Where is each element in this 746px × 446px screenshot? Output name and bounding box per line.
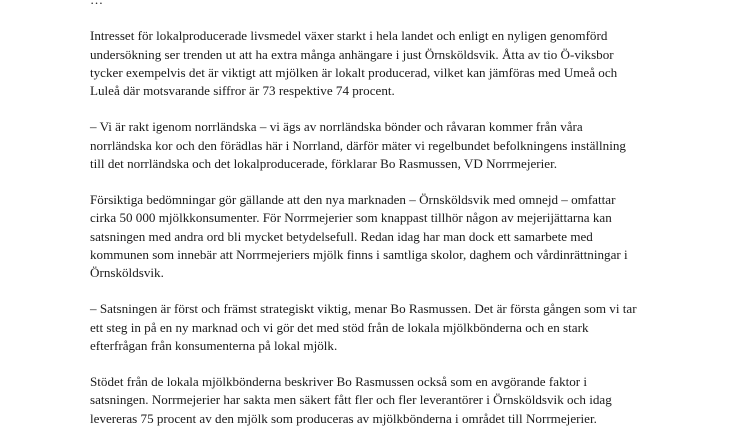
paragraph-1: Intresset för lokalproducerade livsmedel växer starkt i hela landet och enligt en nyligen genomförd undersökning ser trenden ut att ha extra många anhängare i just Örnsköldsvik. Åtta av tio Ö-viksbor tycker exempelvis det är viktigt att mjölken är lokalt producerad, vilket kan jämföras med Umeå och Luleå där motsvarande siffror är 73 respektive 74 procent. bbox=[90, 28, 618, 98]
paragraph-5: Stödet från de lokala mjölkbönderna beskriver Bo Rasmussen också som en avgörande faktor i satsningen. Norrmejerier har sakta men säkert fått fler och fler leverantörer i Örnsköldsvik och idag levereras 75 procent av den mjölk som produceras av mjölkbönderna i området till Norrmejerier. bbox=[90, 374, 612, 426]
partial-top-line bbox=[90, 0, 660, 9]
paragraph-3: Försiktiga bedömningar gör gällande att den nya marknaden – Örnsköldsvik med omnejd – omfattar cirka 50 000 mjölkkonsumenter. För Norrmejerier som knappast tillhör någon av mejerijättarna kan satsningen med andra ord bli mycket betydelsefull. Redan idag har man dock ett samarbete med kommunen som innebär att Norrmejeriers mjölk finns i samtliga skolor, daghem och vårdinrättningar i Örnsköldsvik. bbox=[90, 192, 628, 280]
paragraph-2: – Vi är rakt igenom norrländska – vi ägs av norrländska bönder och råvaran kommer från våra norrländska kor och den förädlas här i Norrland, därför mäter vi regelbundet befolkningens inställning till det norrländska och det lokalproducerade, förklarar Bo Rasmussen, VD Norrmejerier. bbox=[90, 119, 626, 171]
paragraph-4: – Satsningen är först och främst strategiskt viktig, menar Bo Rasmussen. Det är första gången som vi tar ett steg in på en ny marknad och vi gör det med stöd från de lokala mjölkbönderna och en stark efterfrågan från konsumenterna på lokal mjölk. bbox=[90, 301, 637, 353]
document-body bbox=[90, 0, 660, 446]
